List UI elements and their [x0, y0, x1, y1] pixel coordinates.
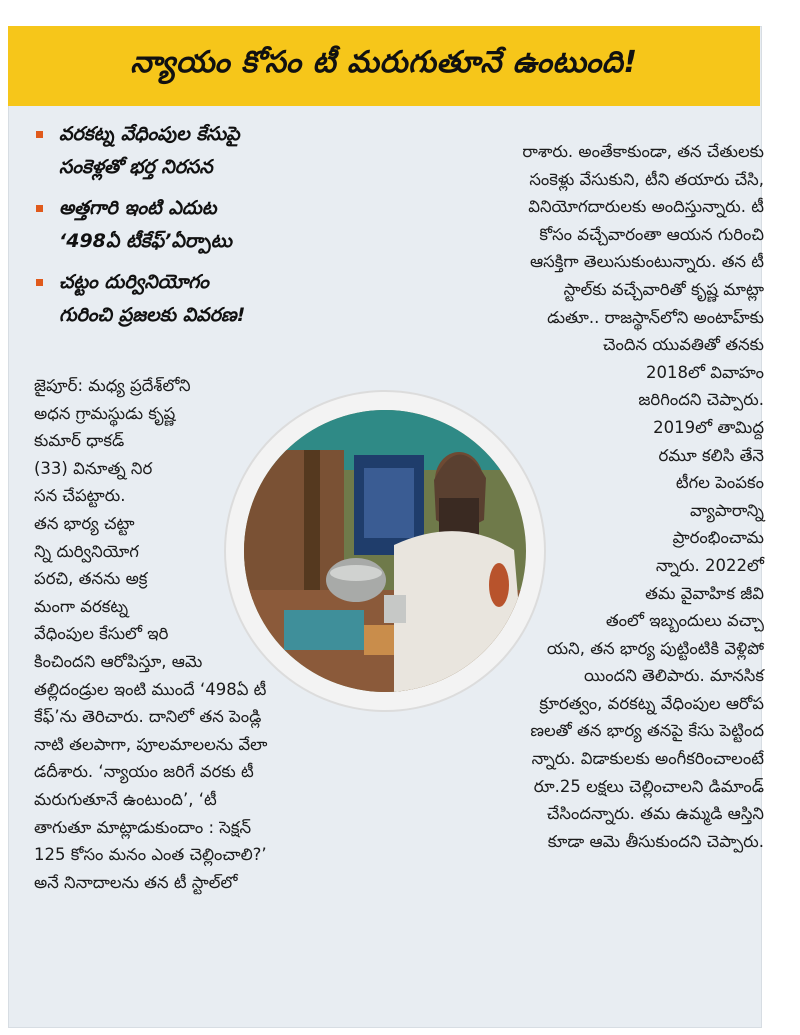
- article-line: 125 కోసం మనం ఎంత చెల్లించాలి?’: [34, 845, 267, 865]
- tea-vendor-photo: [244, 410, 526, 692]
- article-line: కూడా ఆమె తీసుకుందని చెప్పారు.: [547, 831, 764, 851]
- article-line: రూ.25 లక్షలు చెల్లించాలని డిమాండ్: [533, 776, 764, 796]
- article-line: తమ వైవాహిక జీవి: [645, 583, 764, 603]
- article-line: 2019లో తామిద్ద: [653, 417, 764, 437]
- article-line: ప్రారంభించామ: [672, 528, 764, 548]
- article-line: ఆసక్తిగా తెలుసుకుంటున్నారు. తన టీ: [529, 252, 764, 272]
- article-line: న్నారు. విడాకులకు అంగీకరించాలంటే: [531, 749, 764, 769]
- article-line: వేధింపుల కేసులో ఇరి: [34, 624, 169, 644]
- article-line: వినియోగదారులకు అందిస్తున్నారు. టీ: [528, 197, 764, 217]
- article-line: కుమార్ ధాకడ్: [34, 431, 125, 451]
- article-line: వ్యాపారాన్ని: [689, 500, 764, 520]
- article-right-column: [522, 138, 764, 855]
- article-line: నాటి తలపాగా, పూలమాలలను వేలా: [34, 734, 268, 754]
- article-line: (33) వినూత్న నిర: [34, 458, 153, 478]
- article-line: తంలో ఇబ్బందులు వచ్చా: [605, 611, 764, 631]
- article-line: తల్లిదండ్రుల ఇంటి ముందే ‘498ఏ టీ: [34, 679, 267, 699]
- article-line: తన భార్య చట్టా: [34, 513, 135, 533]
- article-line: డుతూ.. రాజస్థాన్‌లోని అంటాహ్‌కు: [547, 307, 764, 327]
- bullet-square-icon: [36, 205, 43, 212]
- bullet-text: వరకట్న వేధింపుల కేసుపై సంకెళ్లతో భర్త నిరసన: [59, 123, 240, 178]
- article-left-column: [34, 372, 267, 896]
- article-line: 2018లో వివాహం: [646, 362, 764, 382]
- article-line: టీగల పెంపకం: [675, 473, 764, 493]
- article-line: రాశారు. అంతేకాకుండా, తన చేతులకు: [522, 142, 764, 161]
- article-line: న్నారు. 2022లో: [655, 555, 764, 575]
- article-line: చేసిందన్నారు. తమ ఉమ్మడి ఆస్తిని: [546, 804, 764, 824]
- article-line: అధన గ్రామస్థుడు కృష్ణ: [34, 403, 176, 423]
- highlight-bullets: [36, 118, 376, 340]
- article-line: తాగుతూ మాట్లాడుకుందాం : సెక్షన్: [34, 817, 252, 837]
- article-line: సంకెళ్లు వేసుకుని, టీని తయారు చేసి,: [529, 169, 764, 189]
- article-line: యిందని తెలిపారు. మానసిక: [583, 666, 764, 686]
- article-line: రమూ కలిసి తేనె: [658, 445, 764, 465]
- bullet-item: [36, 266, 376, 332]
- article-line: జైపూర్: మధ్య ప్రదేశ్‌లోని: [34, 376, 191, 395]
- article-line: పరచి, తనను అక్ర: [34, 569, 148, 589]
- article-line: సన చేపట్టారు.: [34, 486, 126, 506]
- bullet-square-icon: [36, 131, 43, 138]
- headline-banner: [8, 26, 760, 106]
- article-line: కోసం వచ్చేవారంతా ఆయన గురించి: [539, 224, 764, 244]
- article-line: క్రూరత్వం, వరకట్న వేధింపుల ఆరోప: [539, 693, 764, 713]
- bullet-item: [36, 192, 376, 258]
- article-line: చెందిన యువతితో తనకు: [602, 335, 764, 355]
- headline: న్యాయం కోసం టీ మరుగుతూనే ఉంటుంది!: [130, 45, 638, 80]
- article-line: అనే నినాదాలను తన టీ స్టాల్‌లో: [34, 872, 238, 892]
- article-line: కేఫ్’ను తెరిచారు. దానిలో తన పెండ్లి: [34, 707, 262, 727]
- article-line: ణలతో తన భార్య తనపై కేసు పెట్టింద: [530, 721, 764, 741]
- article-line: యని, తన భార్య పుట్టింటికి వెళ్లిపో: [546, 638, 764, 658]
- article-line: మంగా వరకట్న: [34, 596, 129, 616]
- article-line: డదీశారు. ‘న్యాయం జరిగే వరకు టీ: [34, 762, 254, 782]
- article-line: స్టాల్‌కు వచ్చేవారితో కృష్ణ మాట్లా: [563, 279, 764, 299]
- article-line: మరుగుతూనే ఉంటుంది’, ‘టీ: [34, 789, 217, 809]
- article-line: కించిందని ఆరోపిస్తూ, ఆమె: [34, 651, 203, 671]
- bullet-item: [36, 118, 376, 184]
- bullet-text: అత్తగారి ఇంటి ఎదుట ‘498ఏ టీకేఫ్’ఏర్పాటు: [59, 197, 232, 252]
- bullet-text: చట్టం దుర్వినియోగం గురించి ప్రజలకు వివరణ!: [59, 271, 246, 326]
- article-line: న్ని దుర్వినియోగ: [34, 541, 139, 561]
- article-line: జరిగిందని చెప్పారు.: [638, 390, 764, 410]
- bullet-square-icon: [36, 279, 43, 286]
